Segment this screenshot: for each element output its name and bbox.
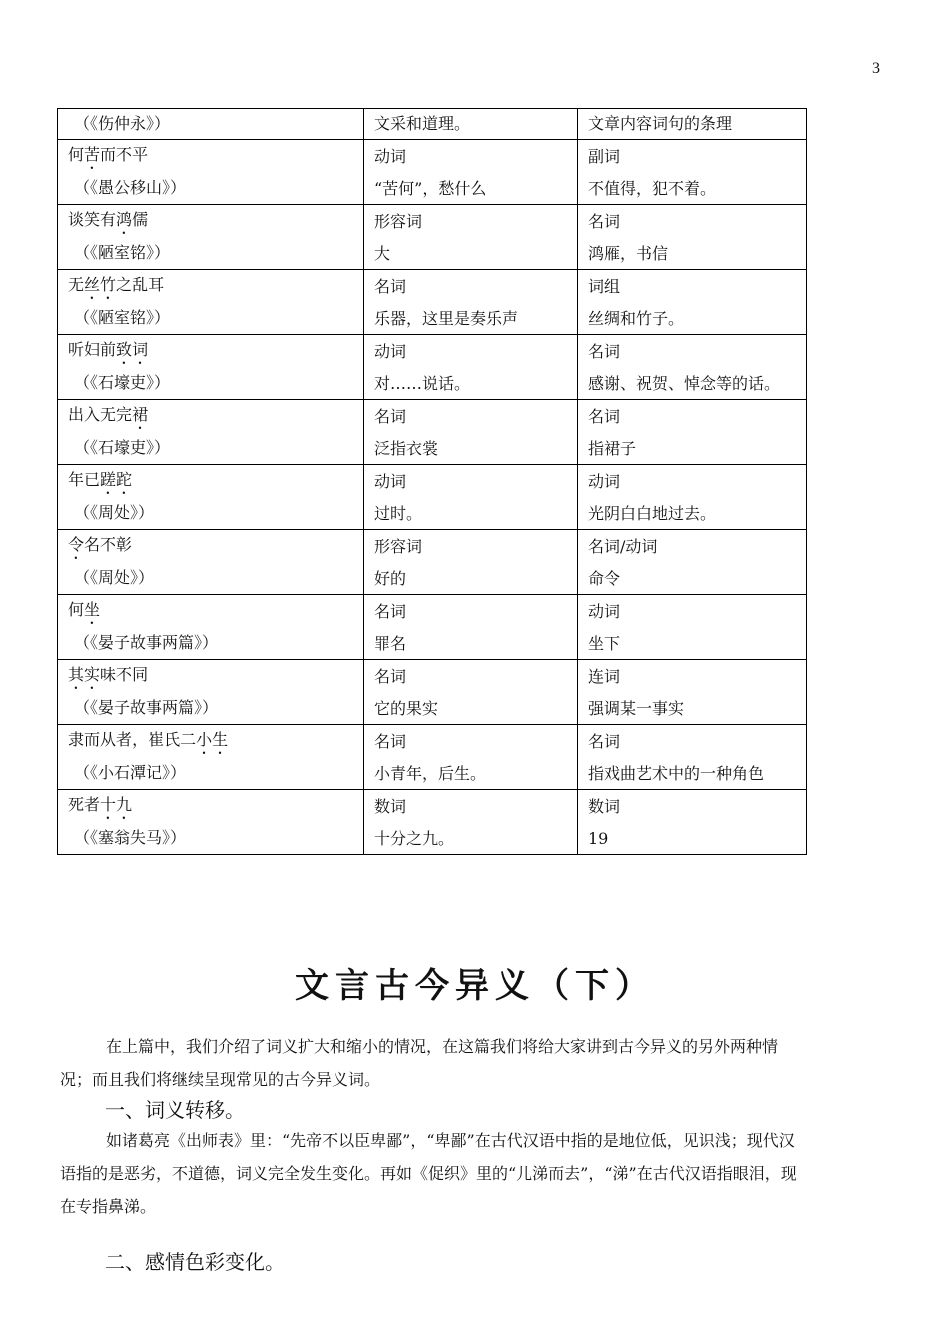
ancient-meaning-cell [364, 400, 578, 465]
source-text: （《晏子故事两篇》） [74, 633, 219, 652]
part-of-speech: 形容词 [374, 212, 423, 231]
part-of-speech: 连词 [588, 667, 621, 686]
part-of-speech: 名词 [588, 212, 621, 231]
ancient-meaning-cell [364, 335, 578, 400]
meaning-text: 感谢、祝贺、悼念等的话。 [588, 374, 781, 393]
classical-phrase: 谈笑有鸿儒 [68, 210, 149, 229]
classical-phrase: 令名不彰 [68, 535, 133, 554]
modern-meaning-cell [578, 140, 807, 205]
modern-meaning-cell [578, 400, 807, 465]
phrase-cell [58, 205, 364, 270]
table-row [58, 400, 807, 465]
meaning-text: 命令 [588, 569, 621, 588]
modern-meaning-cell [578, 335, 807, 400]
phrase-cell [58, 530, 364, 595]
classical-phrase: 其实味不同 [68, 665, 149, 684]
phrase-cell [58, 335, 364, 400]
part-of-speech: 名词 [374, 732, 407, 751]
ancient-meaning-cell [364, 790, 578, 855]
meaning-text: 它的果实 [374, 699, 439, 718]
ancient-meaning-cell: 文采和道理。 [364, 109, 578, 140]
source-text: （《石壕吏》） [74, 373, 171, 392]
meaning-text: 坐下 [588, 634, 621, 653]
meaning-text: 乐器，这里是奏乐声 [374, 309, 519, 328]
heading-emotional-color: 二、感情色彩变化。 [105, 1250, 285, 1274]
source-text: （《陋室铭》） [74, 243, 171, 262]
part-of-speech: 动词 [588, 472, 621, 491]
table-row [58, 595, 807, 660]
classical-phrase: 出入无完裙 [68, 405, 149, 424]
classical-phrase: 听妇前致词 [68, 340, 149, 359]
source-text: （《小石潭记》） [74, 763, 187, 782]
part-of-speech: 动词 [588, 602, 621, 621]
meaning-text: 指戏曲艺术中的一种角色 [588, 764, 765, 783]
phrase-cell [58, 270, 364, 335]
table-row [58, 465, 807, 530]
part-of-speech: 动词 [374, 472, 407, 491]
phrase-cell [58, 660, 364, 725]
page-number: 3 [872, 60, 880, 77]
part-of-speech: 名词 [374, 277, 407, 296]
meaning-text: 丝绸和竹子。 [588, 309, 685, 328]
ancient-meaning-cell [364, 595, 578, 660]
part-of-speech: 名词 [374, 407, 407, 426]
table-row [58, 660, 807, 725]
modern-meaning-cell [578, 595, 807, 660]
meaning-text: 泛指衣裳 [374, 439, 439, 458]
vocabulary-table [57, 108, 807, 855]
source-text: （《周处》） [74, 503, 155, 522]
modern-meaning-cell [578, 465, 807, 530]
part-of-speech: 数词 [374, 797, 407, 816]
part-of-speech: 副词 [588, 147, 621, 166]
meaning-text: 光阴白白地过去。 [588, 504, 717, 523]
table-row [58, 725, 807, 790]
meaning-text: 强调某一事实 [588, 699, 685, 718]
ancient-meaning-cell [364, 465, 578, 530]
classical-phrase: 年已蹉跎 [68, 470, 133, 489]
source-text: （《陋室铭》） [74, 308, 171, 327]
meaning-text: 不值得，犯不着。 [588, 179, 717, 198]
source-text: （《伤仲永》） [74, 114, 171, 133]
meaning-text: 鸿雁，书信 [588, 244, 669, 263]
part-of-speech: 动词 [374, 342, 407, 361]
meaning-text: 罪名 [374, 634, 407, 653]
table-row [58, 790, 807, 855]
phrase-cell [58, 595, 364, 660]
part-of-speech: 数词 [588, 797, 621, 816]
intro-paragraph: 在上篇中，我们介绍了词义扩大和缩小的情况，在这篇我们将给大家讲到古今异义的另外两种情况；而且我们将继续呈现常见的古今异义词。 [60, 1037, 779, 1089]
classical-phrase: 无丝竹之乱耳 [68, 275, 165, 294]
meaning-text: 对……说话。 [374, 374, 471, 393]
modern-meaning-cell: 文章内容词句的条理 [578, 109, 807, 140]
table-row [58, 335, 807, 400]
table-row [58, 109, 807, 140]
meaning-text: 小青年，后生。 [374, 764, 487, 783]
meaning-text: 19 [588, 829, 609, 848]
ancient-meaning-cell [364, 725, 578, 790]
table-row [58, 270, 807, 335]
modern-meaning-cell [578, 725, 807, 790]
part-of-speech: 形容词 [374, 537, 423, 556]
ancient-meaning-cell [364, 140, 578, 205]
source-text: （《石壕吏》） [74, 438, 171, 457]
source-text: （《周处》） [74, 568, 155, 587]
part-of-speech: 动词 [374, 147, 407, 166]
part-of-speech: 词组 [588, 277, 621, 296]
meaning-text: “苦何”，愁什么 [374, 179, 487, 198]
meaning-text: 好的 [374, 569, 407, 588]
modern-meaning-cell [578, 205, 807, 270]
meaning-text: 过时。 [374, 504, 423, 523]
classical-phrase: 何苦而不平 [68, 145, 149, 164]
part-of-speech: 名词 [374, 602, 407, 621]
meaning-text: 大 [374, 244, 391, 263]
table-row [58, 205, 807, 270]
meaning-text: 十分之九。 [374, 829, 455, 848]
phrase-cell [58, 465, 364, 530]
ancient-meaning-cell [364, 530, 578, 595]
classical-phrase: 隶而从者，崔氏二小生 [68, 730, 229, 749]
phrase-cell [58, 790, 364, 855]
source-text: （《晏子故事两篇》） [74, 698, 219, 717]
classical-phrase: 死者十九 [68, 795, 133, 814]
table-row [58, 140, 807, 205]
ancient-meaning-cell [364, 660, 578, 725]
part-of-speech: 名词/动词 [588, 537, 658, 556]
phrase-cell [58, 725, 364, 790]
modern-meaning-cell [578, 660, 807, 725]
modern-meaning-cell [578, 790, 807, 855]
phrase-cell [58, 140, 364, 205]
ancient-meaning-cell [364, 205, 578, 270]
modern-meaning-cell [578, 270, 807, 335]
source-text: （《愚公移山》） [74, 178, 187, 197]
meaning-shift-paragraph: 如诸葛亮《出师表》里：“先帝不以臣卑鄙”，“卑鄙”在古代汉语中指的是地位低，见识浅；现代汉语指的是恶劣，不道德，词义完全发生变化。再如《促织》里的“儿涕而去”，“涕”在古代汉语指眼泪，现在专指鼻涕。 [60, 1131, 797, 1216]
ancient-meaning-cell [364, 270, 578, 335]
table-row [58, 530, 807, 595]
phrase-cell [58, 400, 364, 465]
part-of-speech: 名词 [588, 342, 621, 361]
part-of-speech: 名词 [374, 667, 407, 686]
classical-phrase: 何坐 [68, 600, 101, 619]
modern-meaning-cell [578, 530, 807, 595]
section-title: 文言古今异义（下） [295, 966, 655, 1006]
heading-meaning-shift: 一、词义转移。 [105, 1098, 245, 1122]
source-cell [58, 109, 364, 140]
source-text: （《塞翁失马》） [74, 828, 187, 847]
meaning-text: 指裙子 [588, 439, 637, 458]
part-of-speech: 名词 [588, 732, 621, 751]
part-of-speech: 名词 [588, 407, 621, 426]
